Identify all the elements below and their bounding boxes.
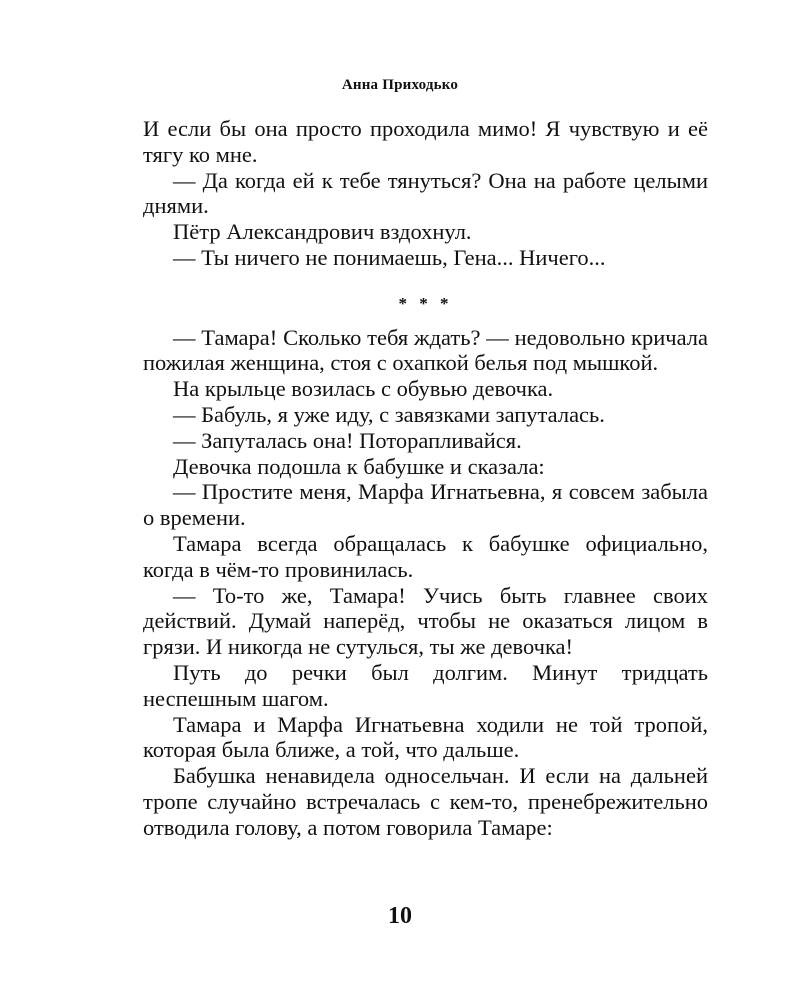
paragraph: — Тамара! Сколько тебя ждать? — недовольно кричала пожилая женщина, стоя с охапкой белья под мышкой. [143, 324, 708, 376]
section-separator: * * * [398, 293, 453, 313]
paragraph: На крыльце возилась с обувью девочка. [173, 376, 554, 402]
paragraph: — Да когда ей к тебе тянуться? Она на работе целыми днями. [143, 167, 708, 219]
paragraph: Бабушка ненавидела односельчан. И если на дальней тропе случайно встречалась с кем-то, пренебрежительно отводила голову, а потом говорила Тамаре: [143, 763, 708, 840]
paragraph: Девочка подошла к бабушке и сказала: [173, 453, 545, 479]
paragraph: — Простите меня, Марфа Игнатьевна, я совсем забыла о времени. [143, 479, 708, 531]
paragraph: И если бы она просто проходила мимо! Я чувствую и её тягу ко мне. [143, 116, 708, 167]
paragraph: Тамара всегда обращалась к бабушке официально, когда в чём-то провинилась. [143, 530, 708, 582]
running-header-author: Анна Приходько [341, 77, 459, 93]
paragraph: — Ты ничего не понимаешь, Гена... Ничего... [173, 244, 606, 270]
page-number: 10 [388, 903, 412, 929]
page-text [143, 116, 708, 841]
paragraph: — Бабуль, я уже иду, с завязками запуталась. [173, 401, 605, 427]
section-gap [143, 271, 708, 285]
paragraph: Тамара и Марфа Игнатьевна ходили не той тропой, которая была ближе, а той, что дальше. [143, 711, 708, 763]
paragraph: — То-то же, Тамара! Учись быть главнее своих действий. Думай наперёд, чтобы не оказаться лицом в грязи. И никогда не сутулься, ты же девочка! [143, 582, 708, 660]
paragraph: — Запуталась она! Поторапливайся. [173, 427, 522, 453]
paragraph: Пётр Александрович вздохнул. [173, 219, 472, 245]
paragraph: Путь до речки был долгим. Минут тридцать неспешным шагом. [143, 659, 708, 711]
